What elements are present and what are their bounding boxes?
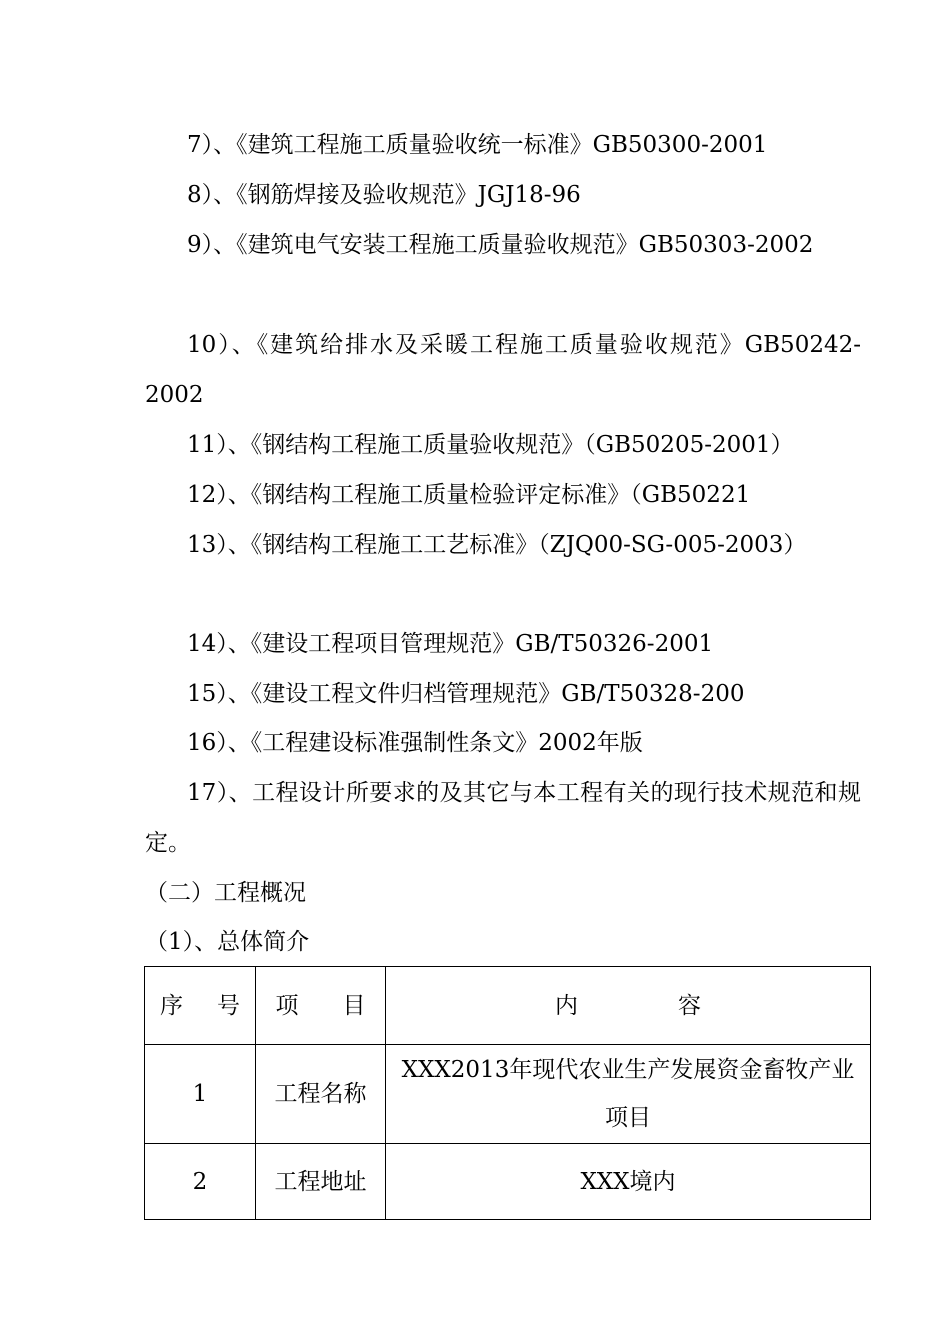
overview-table [144, 966, 871, 1220]
table-header-row [145, 967, 871, 1045]
header-item-char-1: 项 [275, 992, 299, 1019]
list-item: 8）、《钢筋焊接及验收规范》JGJ18-96 [187, 182, 581, 208]
header-content-char-1: 内 [555, 992, 578, 1019]
list-item: 9）、《建筑电气安装工程施工质量验收规范》GB50303-2002 [187, 232, 814, 258]
header-seq-char-2: 号 [217, 992, 240, 1019]
list-item: 7）、《建筑工程施工质量验收统一标准》GB50300-2001 [187, 132, 768, 158]
list-item: 11）、《钢结构工程施工质量验收规范》（GB50205-2001） [187, 432, 794, 458]
list-item: 15）、《建设工程文件归档管理规范》GB/T50328-200 [187, 681, 745, 707]
section-heading: （二）工程概况 [145, 880, 306, 906]
list-item: 12）、《钢结构工程施工质量检验评定标准》（GB50221 [187, 482, 751, 508]
header-item [256, 967, 386, 1045]
row-seq: 1 [145, 1045, 256, 1144]
row-content: XXX境内 [386, 1144, 871, 1220]
table-row [145, 1144, 871, 1220]
list-item: 16）、《工程建设标准强制性条文》2002年版 [187, 730, 643, 756]
row-content: XXX2013年现代农业生产发展资金畜牧产业项目 [386, 1045, 871, 1144]
header-content [386, 967, 871, 1045]
header-seq [145, 967, 256, 1045]
row-item: 工程名称 [256, 1045, 386, 1144]
list-item: 13）、《钢结构工程施工工艺标准》（ZJQ00-SG-005-2003） [187, 532, 807, 558]
header-seq-char-1: 序 [160, 992, 183, 1019]
table-row [145, 1045, 871, 1144]
list-item: 14）、《建设工程项目管理规范》GB/T50326-2001 [187, 631, 714, 657]
row-item: 工程地址 [256, 1144, 386, 1220]
header-item-char-2: 目 [342, 992, 366, 1019]
row-seq: 2 [145, 1144, 256, 1220]
header-content-char-2: 容 [678, 992, 701, 1019]
subsection-heading: （1）、总体简介 [145, 929, 310, 955]
list-item: 10）、《建筑给排水及采暖工程施工质量验收规范》GB50242-2002 [145, 332, 861, 408]
list-item: 17）、工程设计所要求的及其它与本工程有关的现行技术规范和规定。 [145, 780, 861, 856]
